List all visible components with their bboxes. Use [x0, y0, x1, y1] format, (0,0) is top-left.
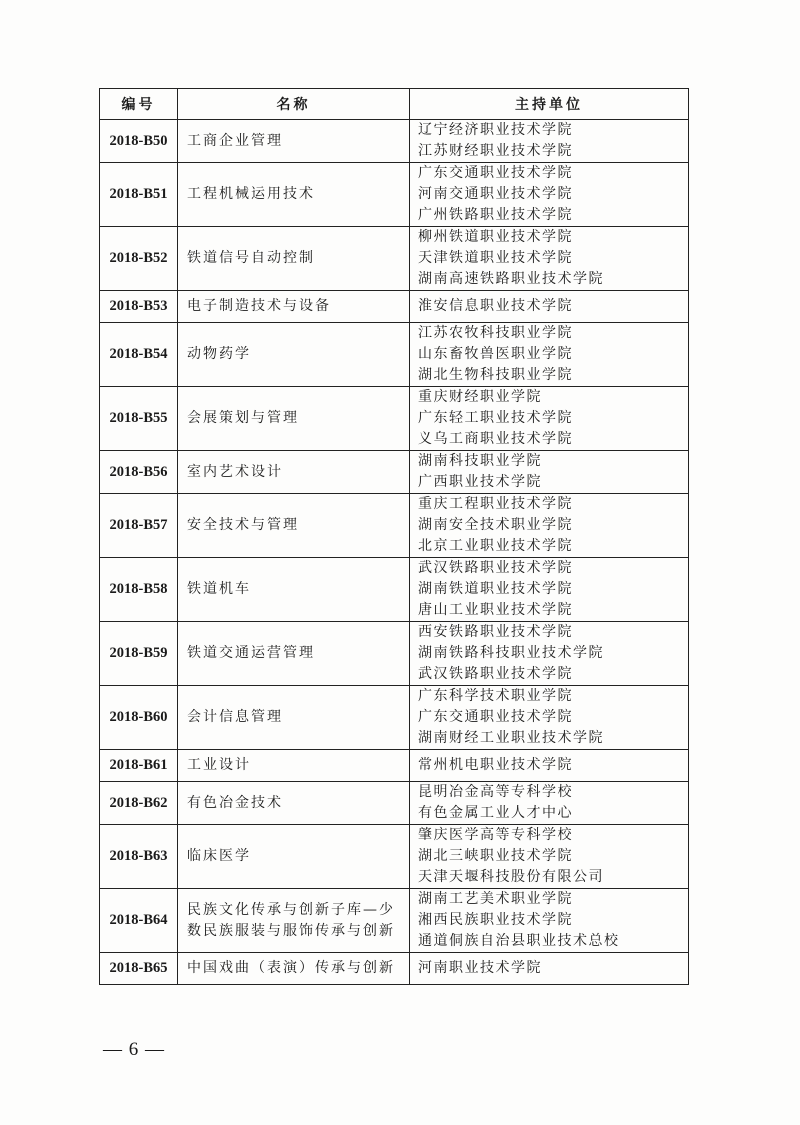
row-name: 中国戏曲（表演）传承与创新 — [178, 953, 410, 985]
host-unit: 北京工业职业技术学院 — [418, 538, 573, 554]
header-host-unit: 主持单位 — [410, 89, 689, 120]
host-unit: 柳州铁道职业技术学院 — [418, 229, 573, 245]
table-row — [100, 163, 689, 227]
row-host-units — [410, 750, 689, 782]
row-host-units — [410, 889, 689, 953]
host-unit: 广东科学技术职业学院 — [418, 688, 573, 704]
host-unit: 重庆工程职业技术学院 — [418, 496, 573, 512]
host-unit: 湖南铁路科技职业技术学院 — [418, 645, 604, 661]
row-name: 会计信息管理 — [178, 686, 410, 750]
host-unit: 广东轻工职业技术学院 — [418, 410, 573, 426]
host-unit: 淮安信息职业技术学院 — [418, 298, 573, 314]
row-code: 2018-B51 — [100, 163, 178, 227]
row-host-units — [410, 451, 689, 494]
row-host-units — [410, 120, 689, 163]
row-name: 有色冶金技术 — [178, 782, 410, 825]
host-unit: 辽宁经济职业技术学院 — [418, 122, 573, 138]
host-unit: 广州铁路职业技术学院 — [418, 207, 573, 223]
row-code: 2018-B54 — [100, 323, 178, 387]
host-unit: 武汉铁路职业技术学院 — [418, 666, 573, 682]
host-unit: 湖北三峡职业技术学院 — [418, 848, 573, 864]
host-unit: 唐山工业职业技术学院 — [418, 602, 573, 618]
row-name: 动物药学 — [178, 323, 410, 387]
table-row — [100, 494, 689, 558]
table-row — [100, 686, 689, 750]
row-code: 2018-B62 — [100, 782, 178, 825]
table-row — [100, 953, 689, 985]
table-row — [100, 387, 689, 451]
row-name: 工业设计 — [178, 750, 410, 782]
host-unit: 江苏农牧科技职业学院 — [418, 325, 573, 341]
row-code: 2018-B56 — [100, 451, 178, 494]
host-unit: 昆明冶金高等专科学校 — [418, 784, 573, 800]
host-unit: 有色金属工业人才中心 — [418, 805, 573, 821]
row-code: 2018-B65 — [100, 953, 178, 985]
row-name: 铁道交通运营管理 — [178, 622, 410, 686]
row-name: 工程机械运用技术 — [178, 163, 410, 227]
host-unit: 河南交通职业技术学院 — [418, 186, 573, 202]
row-name: 工商企业管理 — [178, 120, 410, 163]
host-unit: 山东畜牧兽医职业学院 — [418, 346, 573, 362]
table-row — [100, 323, 689, 387]
host-unit: 肇庆医学高等专科学校 — [418, 827, 573, 843]
host-unit: 广东交通职业技术学院 — [418, 709, 573, 725]
row-host-units — [410, 558, 689, 622]
table-row — [100, 782, 689, 825]
table-row — [100, 120, 689, 163]
host-unit: 湖南工艺美术职业学院 — [418, 891, 573, 907]
host-unit: 湖南财经工业职业技术学院 — [418, 730, 604, 746]
host-unit: 常州机电职业技术学院 — [418, 757, 573, 773]
row-code: 2018-B50 — [100, 120, 178, 163]
header-code: 编号 — [100, 89, 178, 120]
table-row — [100, 889, 689, 953]
table-row — [100, 622, 689, 686]
table-row — [100, 451, 689, 494]
host-unit: 湘西民族职业技术学院 — [418, 912, 573, 928]
row-host-units — [410, 323, 689, 387]
row-name: 临床医学 — [178, 825, 410, 889]
row-code: 2018-B57 — [100, 494, 178, 558]
row-name: 铁道机车 — [178, 558, 410, 622]
row-code: 2018-B53 — [100, 291, 178, 323]
row-host-units — [410, 387, 689, 451]
host-unit: 江苏财经职业技术学院 — [418, 143, 573, 159]
row-code: 2018-B55 — [100, 387, 178, 451]
project-table — [99, 88, 689, 985]
table-row — [100, 825, 689, 889]
row-code: 2018-B59 — [100, 622, 178, 686]
row-code: 2018-B58 — [100, 558, 178, 622]
host-unit: 广西职业技术学院 — [418, 474, 542, 490]
host-unit: 通道侗族自治县职业技术总校 — [418, 933, 620, 949]
row-name: 铁道信号自动控制 — [178, 227, 410, 291]
host-unit: 广东交通职业技术学院 — [418, 165, 573, 181]
host-unit: 湖南科技职业学院 — [418, 453, 542, 469]
row-name: 会展策划与管理 — [178, 387, 410, 451]
row-host-units — [410, 227, 689, 291]
row-code: 2018-B61 — [100, 750, 178, 782]
host-unit: 武汉铁路职业技术学院 — [418, 560, 573, 576]
header-name: 名称 — [178, 89, 410, 120]
row-code: 2018-B52 — [100, 227, 178, 291]
row-host-units — [410, 622, 689, 686]
row-name: 民族文化传承与创新子库—少数民族服装与服饰传承与创新 — [178, 889, 410, 953]
row-host-units — [410, 782, 689, 825]
host-unit: 天津天堰科技股份有限公司 — [418, 869, 604, 885]
host-unit: 义乌工商职业技术学院 — [418, 431, 573, 447]
table-row — [100, 750, 689, 782]
row-code: 2018-B60 — [100, 686, 178, 750]
table-row — [100, 558, 689, 622]
host-unit: 湖北生物科技职业学院 — [418, 367, 573, 383]
host-unit: 湖南铁道职业技术学院 — [418, 581, 573, 597]
row-host-units — [410, 686, 689, 750]
row-name: 室内艺术设计 — [178, 451, 410, 494]
host-unit: 重庆财经职业学院 — [418, 389, 542, 405]
table-row — [100, 291, 689, 323]
row-host-units — [410, 291, 689, 323]
host-unit: 河南职业技术学院 — [418, 960, 542, 976]
table-body — [100, 120, 689, 985]
host-unit: 西安铁路职业技术学院 — [418, 624, 573, 640]
row-name: 电子制造技术与设备 — [178, 291, 410, 323]
table-header-row — [100, 89, 689, 120]
row-code: 2018-B64 — [100, 889, 178, 953]
row-host-units — [410, 163, 689, 227]
row-code: 2018-B63 — [100, 825, 178, 889]
host-unit: 天津铁道职业技术学院 — [418, 250, 573, 266]
table-row — [100, 227, 689, 291]
row-host-units — [410, 494, 689, 558]
row-name: 安全技术与管理 — [178, 494, 410, 558]
row-host-units — [410, 953, 689, 985]
host-unit: 湖南高速铁路职业技术学院 — [418, 271, 604, 287]
row-host-units — [410, 825, 689, 889]
page-number: — 6 — — [103, 1039, 165, 1060]
host-unit: 湖南安全技术职业学院 — [418, 517, 573, 533]
